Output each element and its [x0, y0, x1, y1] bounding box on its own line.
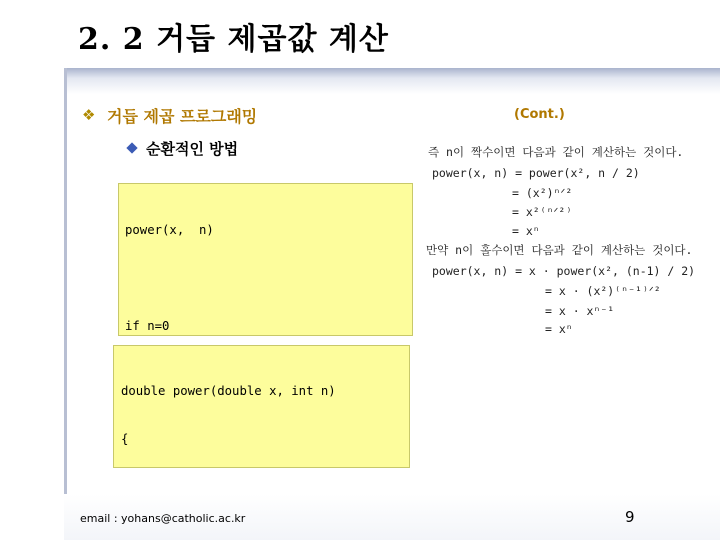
odd-equation-3: = x · xⁿ⁻¹: [545, 304, 615, 318]
page-number: 9: [625, 508, 635, 526]
sub-heading: 순환적인 방법: [146, 140, 239, 158]
odd-equation-1: power(x, n) = x · power(x², (n-1) / 2): [432, 264, 696, 278]
code-line: if n=0: [125, 319, 170, 333]
section-heading: 거듭 제곱 프로그래밍: [107, 107, 258, 126]
code-line: [125, 270, 406, 286]
slide-title: 2. 2 거듭 제곱값 계산: [78, 22, 389, 57]
code-line: double power(double x, int n): [121, 384, 336, 398]
odd-equation-2: = x · (x²)⁽ⁿ⁻¹⁾ᐟ²: [545, 284, 661, 298]
pseudocode-box: [118, 183, 413, 336]
odd-intro: 만약 n이 홀수이면 다음과 같이 계산하는 것이다.: [426, 243, 693, 257]
diamond-bullet-icon: ❖: [82, 106, 96, 124]
odd-equation-4: = xⁿ: [545, 322, 573, 336]
even-intro: 즉 n이 짝수이면 다음과 같이 계산하는 것이다.: [428, 145, 684, 159]
even-equation-1: power(x, n) = power(x², n / 2): [432, 166, 640, 180]
code-line: power(x, n): [125, 223, 214, 237]
cont-label: (Cont.): [514, 107, 565, 122]
even-equation-4: = xⁿ: [512, 224, 540, 238]
code-line: {: [121, 432, 129, 446]
even-equation-2: = (x²)ⁿᐟ²: [512, 186, 573, 200]
footer-email: email : yohans@catholic.ac.kr: [80, 512, 246, 525]
even-equation-3: = x²⁽ⁿᐟ²⁾: [512, 205, 573, 219]
c-code-box: [113, 345, 410, 468]
